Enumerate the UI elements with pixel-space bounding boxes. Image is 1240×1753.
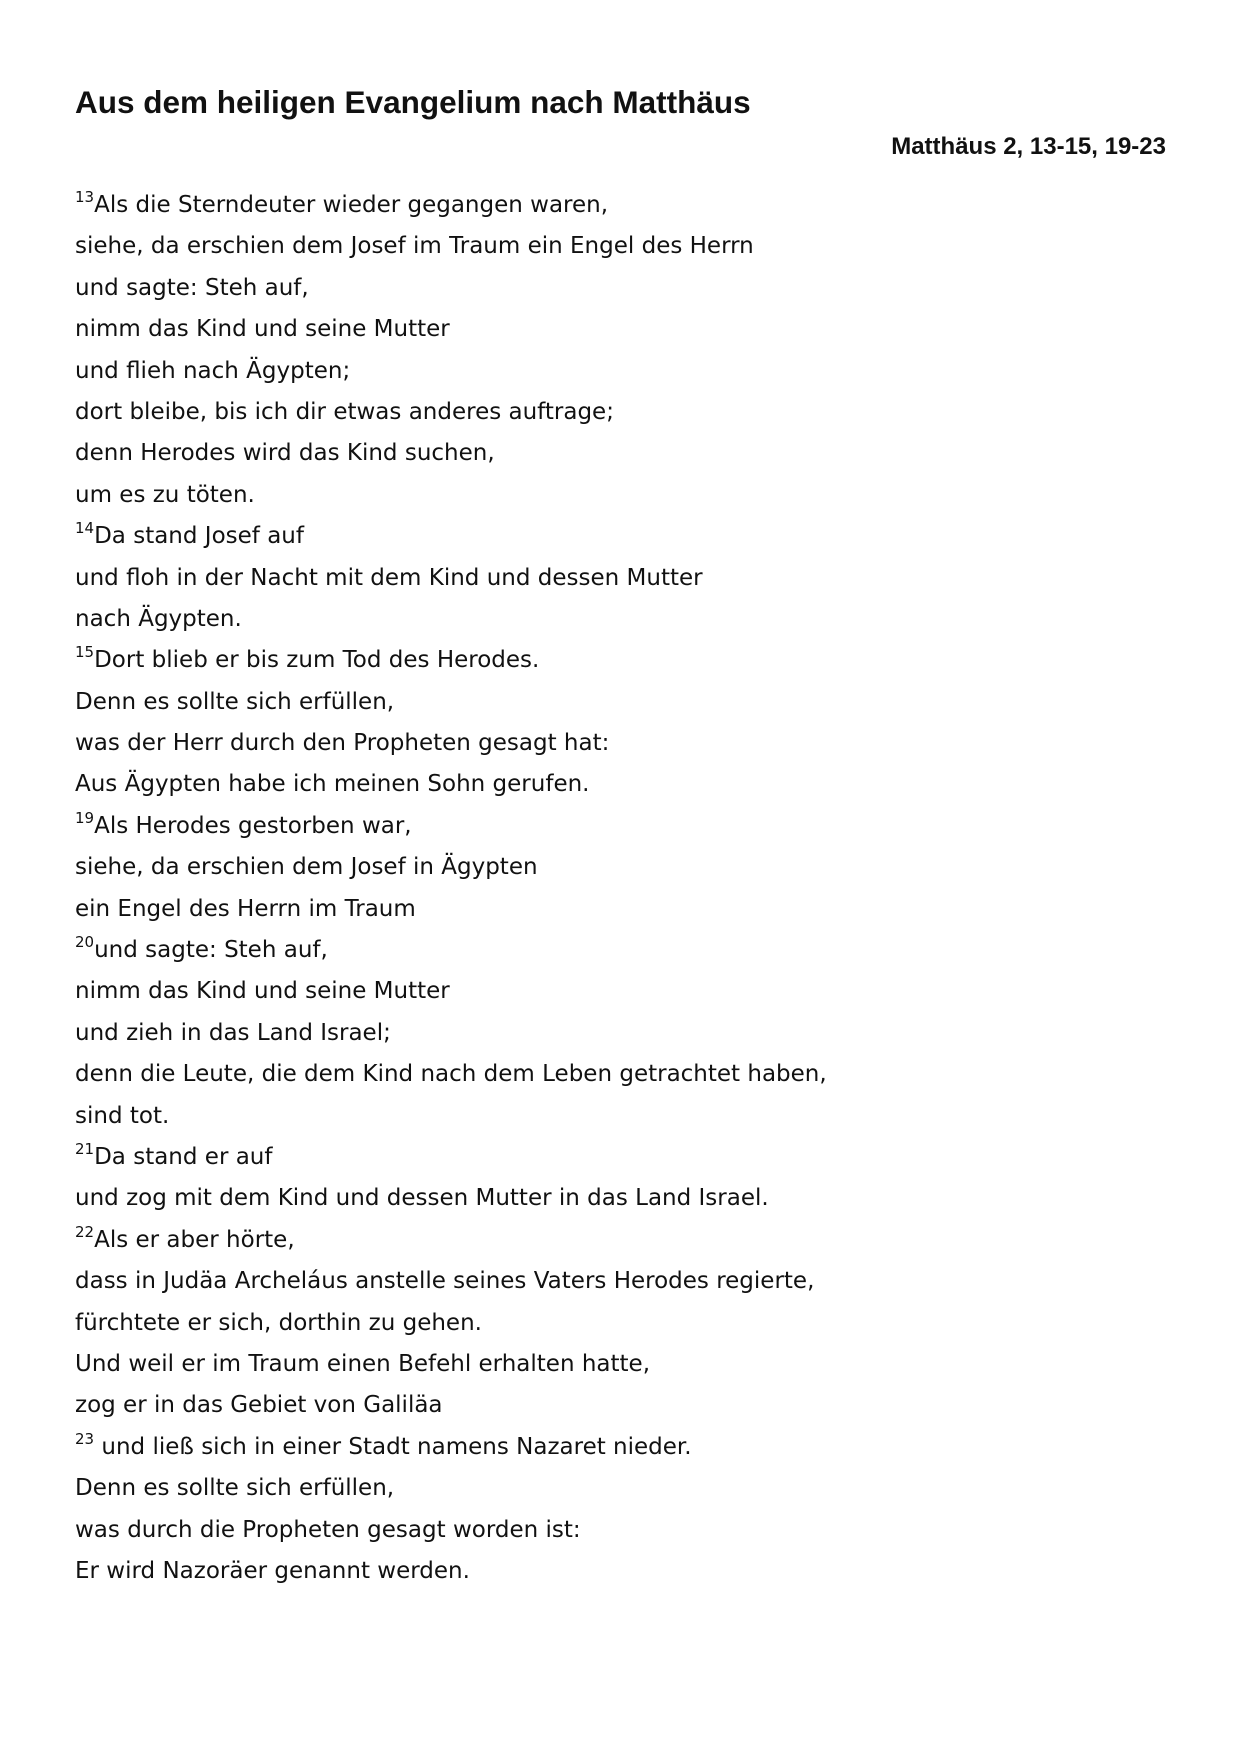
line-text: und zieh in das Land Israel; xyxy=(75,1019,391,1046)
line-text: und floh in der Nacht mit dem Kind und dessen Mutter xyxy=(75,564,703,591)
line-text: und sagte: Steh auf, xyxy=(94,937,328,964)
line-text: Als Herodes gestorben war, xyxy=(94,812,412,839)
line-text: was der Herr durch den Propheten gesagt hat: xyxy=(75,730,610,757)
text-line xyxy=(75,433,1155,474)
text-line xyxy=(75,1013,1155,1054)
text-line xyxy=(75,889,1155,930)
text-line xyxy=(75,1551,1155,1592)
line-text: und zog mit dem Kind und dessen Mutter in das Land Israel. xyxy=(75,1185,769,1212)
verse-number: 14 xyxy=(75,519,95,538)
line-text: siehe, da erschien dem Josef in Ägypten xyxy=(75,854,538,881)
line-text: Er wird Nazoräer genannt werden. xyxy=(75,1557,470,1584)
verse-number: 22 xyxy=(75,1222,95,1241)
text-line xyxy=(75,475,1155,516)
line-text: ein Engel des Herrn im Traum xyxy=(75,895,416,922)
text-line xyxy=(75,309,1155,350)
text-line xyxy=(75,1303,1155,1344)
verse-number: 15 xyxy=(75,643,95,662)
page-title: Aus dem heiligen Evangelium nach Matthäus xyxy=(75,84,751,120)
line-text: und sagte: Steh auf, xyxy=(75,274,309,301)
text-line xyxy=(75,1220,1155,1261)
line-text: Aus Ägypten habe ich meinen Sohn gerufen. xyxy=(75,771,590,798)
text-line xyxy=(75,1178,1155,1219)
line-text: denn Herodes wird das Kind suchen, xyxy=(75,440,495,467)
line-text: siehe, da erschien dem Josef im Traum ein Engel des Herrn xyxy=(75,233,754,260)
line-text: nimm das Kind und seine Mutter xyxy=(75,978,450,1005)
line-text: dass in Judäa Archeláus anstelle seines Vaters Herodes regierte, xyxy=(75,1268,815,1295)
verse-number: 23 xyxy=(75,1429,95,1448)
text-line xyxy=(75,392,1155,433)
line-text: Als die Sterndeuter wieder gegangen waren, xyxy=(94,192,609,218)
text-line xyxy=(75,226,1155,267)
text-line xyxy=(75,930,1155,971)
text-line xyxy=(75,516,1155,557)
line-text: und ließ sich in einer Stadt namens Nazaret nieder. xyxy=(94,1433,692,1460)
text-line xyxy=(75,558,1155,599)
line-text: Da stand Josef auf xyxy=(94,523,304,550)
text-line xyxy=(75,806,1155,847)
verse-number: 19 xyxy=(75,808,95,827)
line-text: um es zu töten. xyxy=(75,481,255,508)
text-line xyxy=(75,847,1155,888)
line-text: was durch die Propheten gesagt worden ist: xyxy=(75,1516,581,1543)
line-text: Denn es sollte sich erfüllen, xyxy=(75,1475,395,1502)
text-line xyxy=(75,1468,1155,1509)
line-text: denn die Leute, die dem Kind nach dem Leben getrachtet haben, xyxy=(75,1061,827,1088)
text-line xyxy=(75,185,1155,226)
text-line xyxy=(75,640,1155,681)
text-line xyxy=(75,723,1155,764)
text-line xyxy=(75,1344,1155,1385)
text-line xyxy=(75,1054,1155,1095)
text-line xyxy=(75,1137,1155,1178)
text-line xyxy=(75,971,1155,1012)
line-text: Dort blieb er bis zum Tod des Herodes. xyxy=(94,647,540,674)
text-line xyxy=(75,1096,1155,1137)
text-line xyxy=(75,1510,1155,1551)
line-text: Denn es sollte sich erfüllen, xyxy=(75,688,395,715)
line-text: nach Ägypten. xyxy=(75,605,242,632)
text-line xyxy=(75,351,1155,392)
scripture-reference: Matthäus 2, 13-15, 19-23 xyxy=(891,133,1166,160)
line-text: sind tot. xyxy=(75,1102,170,1129)
text-line xyxy=(75,682,1155,723)
verse-number: 13 xyxy=(75,188,95,206)
line-text: Da stand er auf xyxy=(94,1143,273,1170)
line-text: dort bleibe, bis ich dir etwas anderes auftrage; xyxy=(75,398,614,425)
text-line xyxy=(75,1261,1155,1302)
verse-number: 21 xyxy=(75,1139,95,1158)
line-text: fürchtete er sich, dorthin zu gehen. xyxy=(75,1309,482,1336)
line-text: Und weil er im Traum einen Befehl erhalten hatte, xyxy=(75,1350,651,1377)
line-text: zog er in das Gebiet von Galiläa xyxy=(75,1392,443,1419)
line-text: und flieh nach Ägypten; xyxy=(75,357,351,384)
verse-number: 20 xyxy=(75,933,95,952)
text-line xyxy=(75,268,1155,309)
text-line xyxy=(75,1427,1155,1468)
gospel-text xyxy=(75,185,1155,1592)
line-text: nimm das Kind und seine Mutter xyxy=(75,316,450,343)
line-text: Als er aber hörte, xyxy=(94,1226,295,1253)
text-line xyxy=(75,764,1155,805)
text-line xyxy=(75,1385,1155,1426)
text-line xyxy=(75,599,1155,640)
